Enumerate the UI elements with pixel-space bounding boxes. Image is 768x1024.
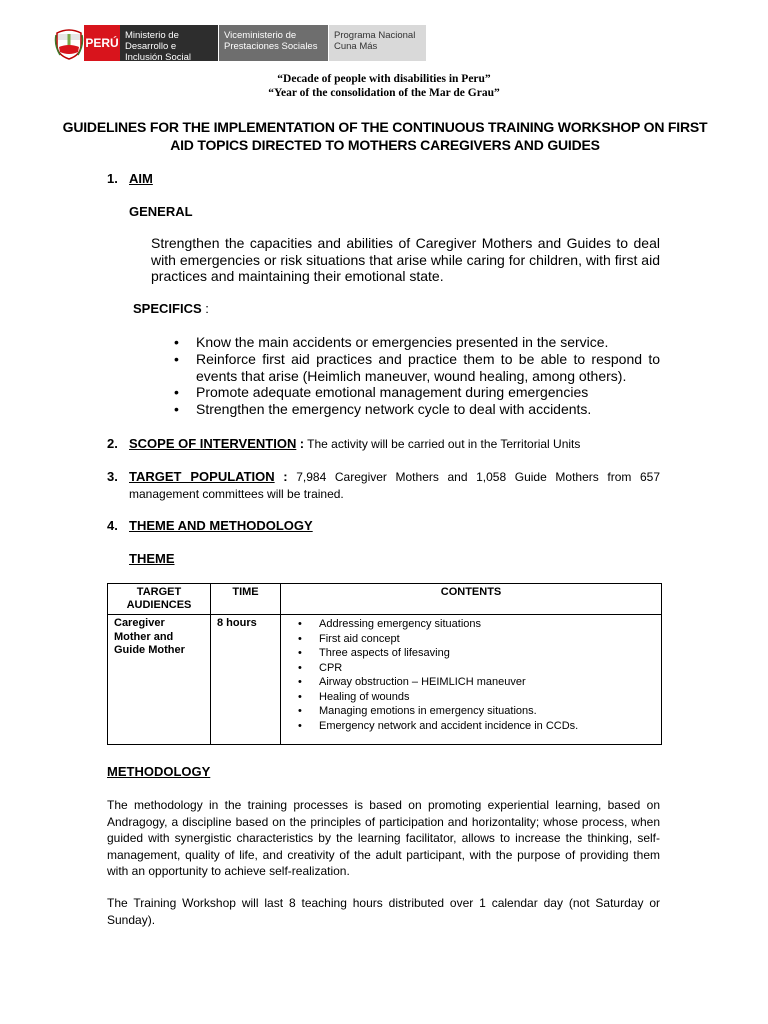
section-1-number: 1. — [107, 171, 118, 186]
methodology-heading: METHODOLOGY — [107, 764, 211, 779]
peru-coat-of-arms-icon — [54, 25, 84, 61]
institution-header — [54, 25, 426, 61]
header-contents: CONTENTS — [281, 584, 662, 615]
list-item: • Addressing emergency situations — [287, 617, 655, 632]
list-item: • Healing of wounds — [287, 690, 655, 705]
section-3-heading: TARGET POPULATION — [129, 469, 275, 484]
vice-ministry-label: Viceministerio de Prestaciones Sociales — [218, 25, 328, 61]
methodology-paragraph-1: The methodology in the training processes is based on promoting experiential learning, based on Andragogy, a discipline based on the principles of participation and horizontality; whose process, when guided with synergistic characteristics by the learning facilitator, allows to increase the thinking, self-management, quality of life, and creativity of the adult participant, with the purpose of providing them with an opportunity to achieve self-realization. — [107, 798, 660, 878]
target-text: 7,984 Caregiver Mothers and 1,058 Guide Mothers from 657 management committees will be trained. — [129, 470, 660, 501]
section-1-heading: AIM — [129, 171, 153, 186]
time-cell: 8 hours — [211, 615, 281, 745]
specifics-line — [133, 301, 209, 316]
scope-line — [129, 436, 660, 452]
section-2-number: 2. — [107, 436, 118, 451]
specifics-heading: SPECIFICS — [133, 301, 202, 316]
list-item: • Emergency network and accident incidence in CCDs. — [287, 719, 655, 734]
list-item: • Managing emotions in emergency situations. — [287, 704, 655, 719]
theme-table — [107, 583, 662, 745]
list-item: • Know the main accidents or emergencies presented in the service. — [172, 334, 660, 351]
section-4-heading: THEME AND METHODOLOGY — [129, 518, 313, 533]
section-4-number: 4. — [107, 518, 118, 533]
table-row — [108, 615, 662, 745]
list-item: • CPR — [287, 661, 655, 676]
target-paragraph — [129, 469, 660, 502]
program-label: Programa Nacional Cuna Más — [328, 25, 426, 61]
general-heading: GENERAL — [129, 204, 193, 219]
specifics-list — [172, 334, 660, 418]
header-time: TIME — [211, 584, 281, 615]
section-2-heading: SCOPE OF INTERVENTION — [129, 436, 297, 451]
header-target-audiences: TARGET AUDIENCES — [108, 584, 211, 615]
peru-label: PERÚ — [84, 25, 120, 61]
list-item: • Strengthen the emergency network cycle to deal with accidents. — [172, 401, 660, 418]
document-title: GUIDELINES FOR THE IMPLEMENTATION OF THE CONTINUOUS TRAINING WORKSHOP ON FIRST AID TOPICS DIRECTED TO MOTHERS CAREGIVERS AND GUIDES — [62, 119, 708, 153]
audience-cell: Caregiver Mother and Guide Mother — [108, 615, 211, 745]
decade-line-2: “Year of the consolidation of the Mar de Grau” — [268, 87, 500, 99]
decade-line-1: “Decade of people with disabilities in Peru” — [277, 73, 491, 85]
list-item: • First aid concept — [287, 632, 655, 647]
specifics-colon: : — [205, 301, 209, 316]
list-item: • Reinforce first aid practices and practice them to be able to respond to events that arise (Heimlich maneuver, wound healing, among others). — [172, 351, 660, 385]
scope-text: The activity will be carried out in the Territorial Units — [307, 437, 581, 451]
methodology-paragraph-2: The Training Workshop will last 8 teaching hours distributed over 1 calendar day (not Saturday or Sunday). — [107, 896, 660, 927]
contents-cell — [281, 615, 662, 745]
table-header-row — [108, 584, 662, 615]
list-item: • Airway obstruction – HEIMLICH maneuver — [287, 675, 655, 690]
section-3-colon: : — [283, 469, 288, 484]
theme-heading: THEME — [129, 551, 175, 566]
list-item: • Three aspects of lifesaving — [287, 646, 655, 661]
list-item: • Promote adequate emotional management during emergencies — [172, 384, 660, 401]
ministry-label: Ministerio de Desarrollo e Inclusión Social — [120, 25, 218, 61]
general-text: Strengthen the capacities and abilities of Caregiver Mothers and Guides to deal with emergencies or risk situations that arise while caring for children, with first aid practices and maintaining their emotional state. — [151, 235, 660, 284]
section-2-colon: : — [299, 436, 305, 451]
section-3-number: 3. — [107, 469, 118, 484]
contents-list — [287, 617, 655, 733]
